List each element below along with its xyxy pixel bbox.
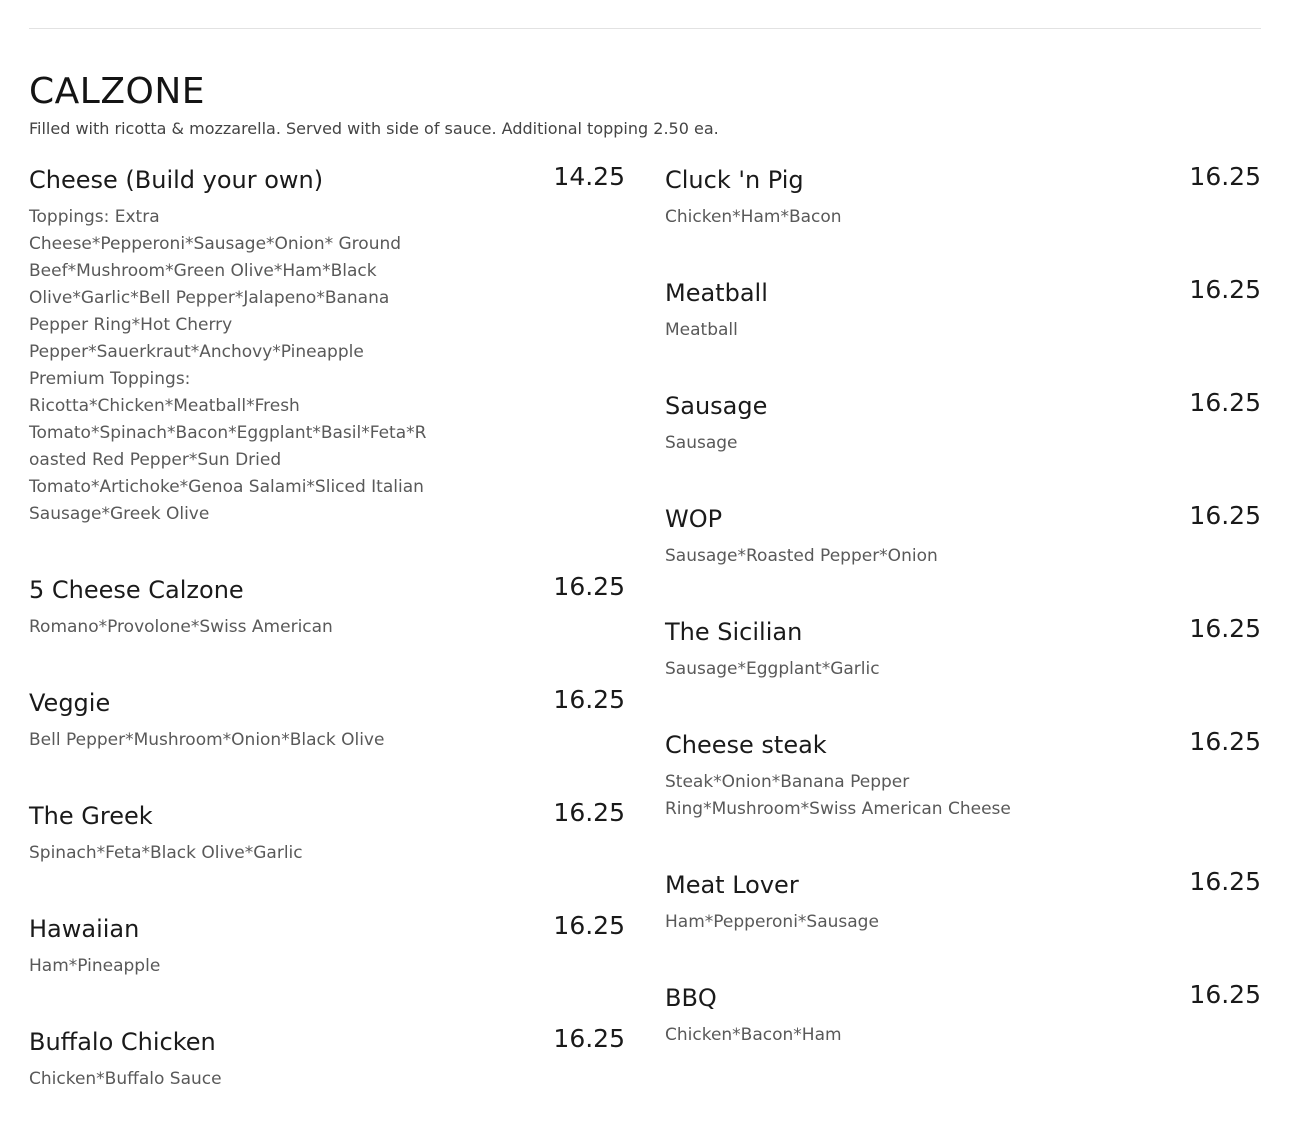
- menu-item-description: Chicken*Buffalo Sauce: [29, 1069, 222, 1089]
- menu-item-name: WOP: [665, 505, 723, 533]
- menu-item-description: Sausage*Eggplant*Garlic: [665, 659, 880, 679]
- menu-item-name: BBQ: [665, 984, 717, 1012]
- menu-item-price: 16.25: [553, 1024, 625, 1053]
- menu-item-price: 16.25: [1189, 501, 1261, 530]
- menu-item-description: Toppings: Extra Cheese*Pepperoni*Sausage*Onion* Ground Beef*Mushroom*Green Olive*Ham*Black Olive*Garlic*Bell Pepper*Jalapeno*Banana Pepper Ring*Hot Cherry Pepper*Sauerkraut*Anchovy*Pineapple Premium Toppings: Ricotta*Chicken*Meatball*Fresh Tomato*Spinach*Bacon*Eggplant*Basil*Feta*R oasted Red Pepper*Sun Dried Tomato*Artichoke*Genoa Salami*Sliced Italian Sausage*Greek Olive: [29, 207, 427, 524]
- menu-item-description: Steak*Onion*Banana Pepper Ring*Mushroom*Swiss American Cheese: [665, 772, 1011, 819]
- menu-item-price: 16.25: [1189, 727, 1261, 756]
- menu-item-description: Spinach*Feta*Black Olive*Garlic: [29, 843, 303, 863]
- menu-item-name: Meat Lover: [665, 871, 799, 899]
- menu-item-name: Cluck 'n Pig: [665, 166, 804, 194]
- menu-item-price: 16.25: [1189, 867, 1261, 896]
- menu-item-price: 16.25: [553, 798, 625, 827]
- menu-item-name: Cheese (Build your own): [29, 166, 324, 194]
- menu-item-name: Sausage: [665, 392, 768, 420]
- menu-item-description: Chicken*Bacon*Ham: [665, 1025, 842, 1045]
- menu-item-price: 16.25: [553, 572, 625, 601]
- menu-item-price: 16.25: [1189, 275, 1261, 304]
- section-divider: [29, 28, 1261, 29]
- menu-item-description: Chicken*Ham*Bacon: [665, 207, 842, 227]
- menu-item-description: Meatball: [665, 320, 738, 340]
- menu-item-name: The Sicilian: [665, 618, 803, 646]
- menu-item-name: Buffalo Chicken: [29, 1028, 216, 1056]
- section-title: CALZONE: [29, 71, 205, 112]
- menu-item-price: 16.25: [1189, 614, 1261, 643]
- menu-item-description: Sausage*Roasted Pepper*Onion: [665, 546, 938, 566]
- menu-item-price: 16.25: [553, 911, 625, 940]
- menu-item-price: 16.25: [1189, 388, 1261, 417]
- menu-item-name: The Greek: [29, 802, 153, 830]
- menu-item-price: 16.25: [1189, 162, 1261, 191]
- section-description: Filled with ricotta & mozzarella. Served with side of sauce. Additional topping 2.50 ea.: [29, 119, 719, 138]
- menu-item-name: Cheese steak: [665, 731, 827, 759]
- menu-item-price: 16.25: [553, 685, 625, 714]
- menu-item-name: Meatball: [665, 279, 768, 307]
- menu-item-name: Veggie: [29, 689, 111, 717]
- menu-item-price: 14.25: [553, 162, 625, 191]
- menu-item-name: Hawaiian: [29, 915, 140, 943]
- menu-item-description: Sausage: [665, 433, 738, 453]
- menu-item-description: Romano*Provolone*Swiss American: [29, 617, 333, 637]
- menu-item-name: 5 Cheese Calzone: [29, 576, 244, 604]
- menu-item-description: Ham*Pineapple: [29, 956, 161, 976]
- menu-item-description: Ham*Pepperoni*Sausage: [665, 912, 879, 932]
- menu-item-price: 16.25: [1189, 980, 1261, 1009]
- menu-item-description: Bell Pepper*Mushroom*Onion*Black Olive: [29, 730, 385, 750]
